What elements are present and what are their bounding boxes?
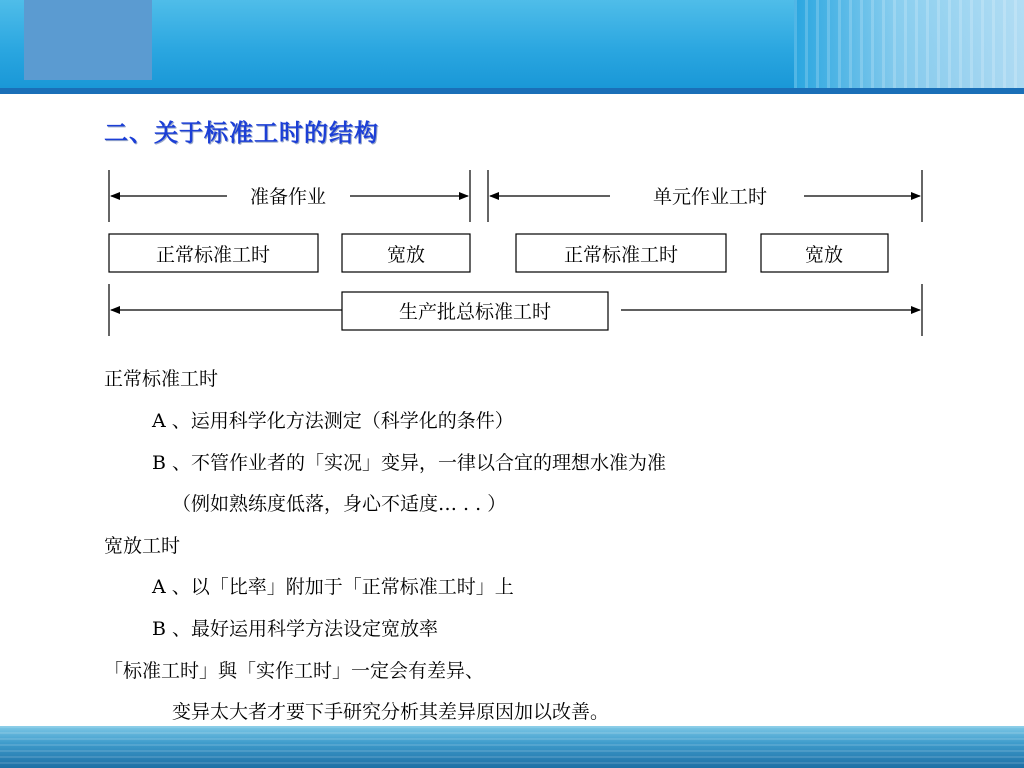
unit-label: 单元作业工时 bbox=[652, 186, 768, 208]
total-time-label: 生产批总标准工时 bbox=[398, 301, 552, 323]
normal-time-heading: 正常标准工时 bbox=[104, 368, 219, 390]
footer-sea-image bbox=[0, 726, 1024, 768]
allowance-box-1-label: 宽放 bbox=[386, 244, 426, 266]
allowance-point-b: B 、最好运用科学方法设定宽放率 bbox=[152, 618, 439, 640]
conclusion-line-1: 「标准工时」與「实作工时」一定会有差异、 bbox=[104, 660, 485, 682]
normal-time-point-a: A 、运用科学化方法测定（科学化的条件） bbox=[152, 410, 514, 432]
prep-label: 准备作业 bbox=[249, 186, 327, 208]
normal-time-box-2-label: 正常标准工时 bbox=[563, 244, 679, 266]
normal-time-point-b-note: （例如熟练度低落，身心不适度… . . ） bbox=[172, 493, 507, 515]
conclusion-line-2: 变异太大者才要下手研究分析其差异原因加以改善。 bbox=[172, 701, 610, 723]
normal-time-box-1-label: 正常标准工时 bbox=[155, 244, 271, 266]
allowance-time-heading: 宽放工时 bbox=[104, 535, 181, 557]
allowance-box-2-label: 宽放 bbox=[804, 244, 844, 266]
allowance-point-a: A 、以「比率」附加于「正常标准工时」上 bbox=[152, 576, 514, 598]
slide-title: 二、关于标准工时的结构 bbox=[104, 119, 379, 147]
normal-time-point-b: B 、不管作业者的「实况」变异，一律以合宜的理想水准为准 bbox=[152, 452, 667, 474]
